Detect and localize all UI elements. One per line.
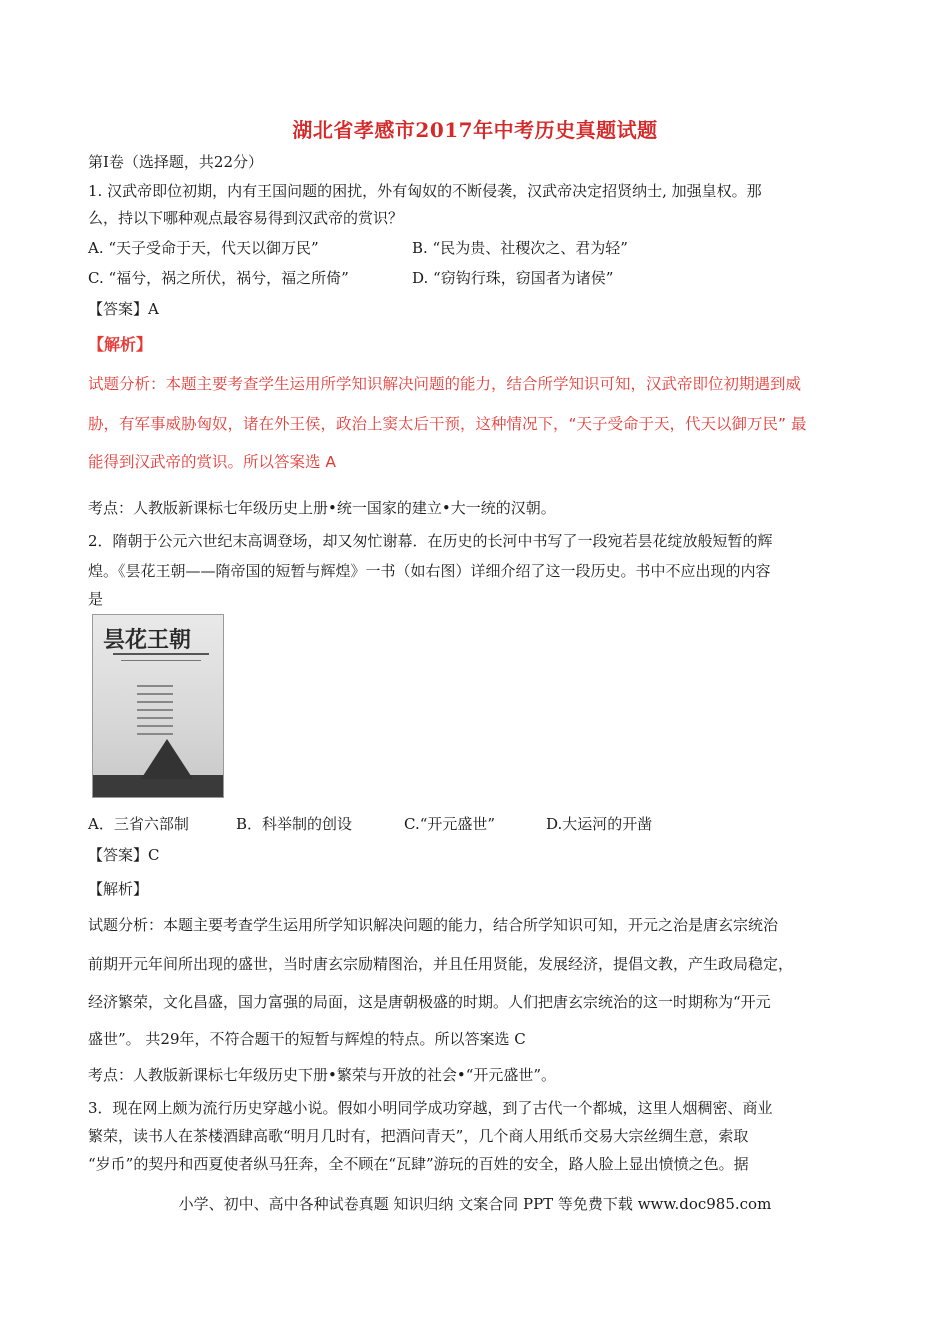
q3-stem-line1: 3．现在网上颇为流行历史穿越小说。假如小明同学成功穿越，到了古代一个都城，这里人烟稠密、商业 [88,1099,773,1117]
q2-stem-line3: 是 [88,590,104,608]
book-cover-text-lines [137,685,173,741]
book-cover-rule-2 [121,660,201,661]
book-cover-rule [113,653,209,655]
book-cover-tree [141,739,193,779]
q2-analysis-label: 【解析】 [88,880,149,898]
book-cover-title: 昙花王朝 [103,627,192,653]
book-cover-image [92,614,224,798]
q1-analysis-label: 【解析】 [88,335,153,354]
q1-answer: 【答案】A [88,300,159,318]
q1-option-d: D. “窃钩行珠，窃国者为诸侯” [412,269,614,287]
q1-analysis-line1: 试题分析：本题主要考查学生运用所学知识解决问题的能力，结合所学知识可知，汉武帝即位初期遇到威 [88,375,802,393]
q2-analysis-line1: 试题分析：本题主要考查学生运用所学知识解决问题的能力，结合所学知识可知，开元之治是唐玄宗统治 [88,916,779,934]
q1-stem-line2: 么，持以下哪种观点最容易得到汉武帝的赏识？ [88,209,404,227]
q2-option-d: D.大运河的开凿 [546,815,653,833]
q2-stem-line1: 2．隋朝于公元六世纪末高调登场，却又匆忙谢幕．在历史的长河中书写了一段宛若昙花绽放般短暂的辉 [88,532,773,550]
page-footer: 小学、初中、高中各种试卷真题 知识归纳 文案合同 PPT 等免费下载 www.doc985.com [178,1195,772,1213]
q1-analysis-line3: 能得到汉武帝的赏识。所以答案选 A [88,453,337,471]
q2-analysis-line3: 经济繁荣，文化昌盛，国力富强的局面，这是唐朝极盛的时期。人们把唐玄宗统治的这一时期称为“开元 [88,993,771,1011]
q1-stem-line1: 1. 汉武帝即位初期，内有王国问题的困扰，外有匈奴的不断侵袭，汉武帝决定招贤纳士, 加强皇权。那 [88,182,762,200]
q2-option-b: B．科举制的创设 [236,815,353,833]
q2-option-c: C.“开元盛世” [404,815,496,833]
page-title: 湖北省孝感市2017年中考历史真题试题 [292,118,658,142]
q1-analysis-line2: 胁，有军事威胁匈奴，诸在外王侯，政治上窦太后干预，这种情况下，“天子受命于天，代天以御万民” 最 [88,415,807,433]
q1-option-c: C. “福兮，祸之所伏，祸兮，福之所倚” [88,269,349,287]
q1-option-a: A. “天子受命于天，代天以御万民” [88,239,319,257]
section-heading: 第Ⅰ卷（选择题，共22分） [88,153,264,171]
q3-stem-line2: 繁荣，读书人在茶楼酒肆高歌“明月几时有，把酒问青天”，几个商人用纸币交易大宗丝绸生意，索取 [88,1127,749,1145]
q2-analysis-line4: 盛世”。 共29年，不符合题干的短暂与辉煌的特点。所以答案选 C [88,1030,526,1048]
q2-option-a: A．三省六部制 [88,815,189,833]
q3-stem-line3: “岁币”的契丹和西夏使者纵马狂奔，全不顾在“瓦肆”游玩的百姓的安全，路人脸上显出愤愤之色。据 [88,1155,749,1173]
q2-knowledge-point: 考点：人教版新课标七年级历史下册•繁荣与开放的社会•“开元盛世”。 [88,1066,557,1084]
q1-option-b: B. “民为贵、社稷次之、君为轻” [412,239,628,257]
q1-knowledge-point: 考点：人教版新课标七年级历史上册•统一国家的建立•大一统的汉朝。 [88,499,556,517]
q2-stem-line2: 煌。《昙花王朝——隋帝国的短暂与辉煌》一书（如右图）详细介绍了这一段历史。书中不应出现的内容 [88,562,771,580]
q2-answer: 【答案】C [88,846,160,864]
q2-analysis-line2: 前期开元年间所出现的盛世，当时唐玄宗励精图治，并且任用贤能，发展经济，提倡文教，产生政局稳定， [88,955,794,973]
